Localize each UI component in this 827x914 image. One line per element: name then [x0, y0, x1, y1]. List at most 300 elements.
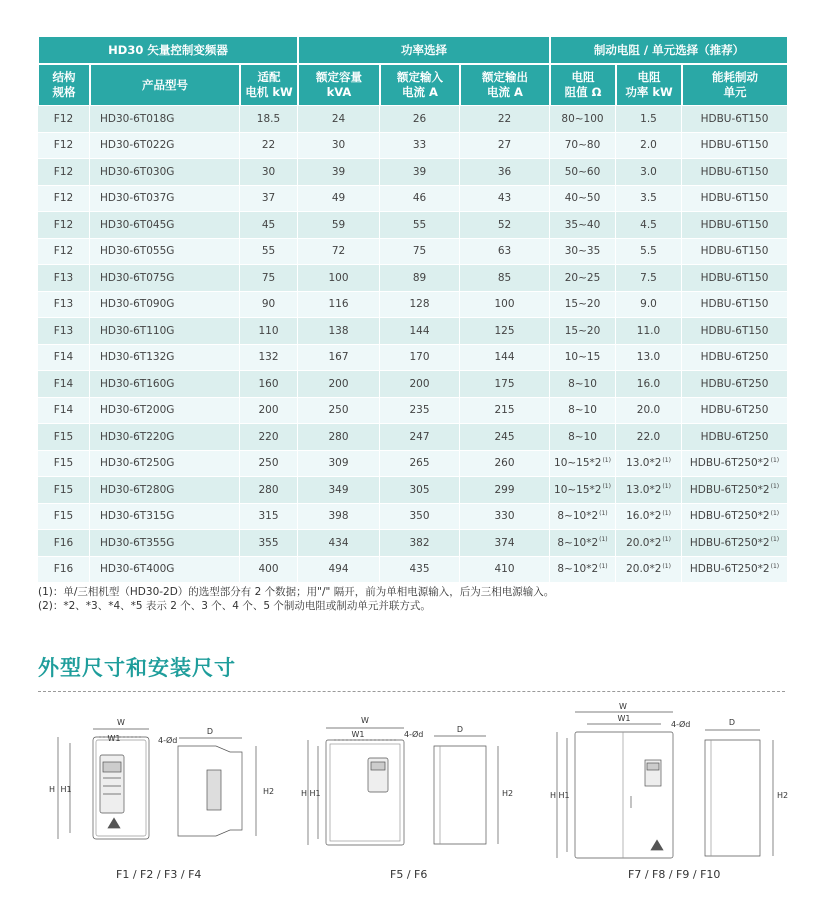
- cell-value: 20~25: [564, 271, 601, 284]
- cell-value: 374: [494, 536, 515, 549]
- table-cell: [38, 239, 90, 266]
- table-cell: [90, 239, 240, 266]
- table-cell: [380, 265, 460, 292]
- cell-value: 90: [261, 298, 276, 311]
- table-cell: [380, 133, 460, 160]
- table-cell: [460, 186, 550, 213]
- table-cell: [38, 424, 90, 451]
- cell-value: 24: [331, 112, 346, 125]
- column-header-line: 单元: [723, 85, 747, 99]
- table-cell: [380, 212, 460, 239]
- cell-value: 494: [328, 563, 349, 576]
- footnote-marker: (1): [662, 509, 671, 517]
- cell-value: 46: [412, 192, 427, 205]
- label-w: W: [619, 702, 627, 711]
- cell-value: 144: [409, 324, 430, 337]
- table-cell: [240, 345, 298, 372]
- label-d: D: [456, 725, 464, 734]
- table-cell: [298, 318, 380, 345]
- label-h1: H1: [558, 791, 570, 800]
- cell-value: 350: [409, 510, 430, 523]
- cell-value: F13: [53, 271, 74, 284]
- label-h: H: [549, 791, 557, 800]
- column-header-line: 电阻: [571, 70, 595, 84]
- label-h2: H2: [502, 789, 514, 798]
- cell-value: HD30-6T132G: [100, 351, 175, 364]
- cell-value: 70~80: [564, 139, 601, 152]
- cell-value: 85: [497, 271, 512, 284]
- table-cell: [240, 371, 298, 398]
- cell-value: 260: [494, 457, 515, 470]
- table-cell: [682, 477, 788, 504]
- table-cell: [298, 265, 380, 292]
- cell-value: 26: [412, 112, 427, 125]
- table-notes: [38, 585, 554, 613]
- cell-value: 265: [409, 457, 430, 470]
- cell-value: 40~50: [564, 192, 601, 205]
- table-row: [38, 477, 788, 504]
- cell-value: 22.0: [636, 430, 661, 443]
- cell-value: 100: [494, 298, 515, 311]
- table-cell: [38, 292, 90, 319]
- table-row: [38, 398, 788, 425]
- cell-value: F14: [53, 377, 74, 390]
- table-cell: [682, 398, 788, 425]
- cell-value: 398: [328, 510, 349, 523]
- column-header: [380, 64, 460, 106]
- table-cell: [298, 133, 380, 160]
- cell-value: HDBU-6T250*2: [689, 457, 770, 470]
- cell-value: 220: [258, 430, 279, 443]
- table-cell: [240, 186, 298, 213]
- table-row: [38, 212, 788, 239]
- cell-value: F15: [53, 457, 74, 470]
- cell-value: F15: [53, 483, 74, 496]
- table-cell: [38, 318, 90, 345]
- cell-value: F12: [53, 192, 74, 205]
- cell-value: 39: [412, 165, 427, 178]
- table-cell: [616, 239, 682, 266]
- cell-value: F15: [53, 430, 74, 443]
- table-cell: [616, 557, 682, 584]
- table-cell: [682, 212, 788, 239]
- table-cell: [550, 106, 616, 133]
- cell-value: 400: [258, 563, 279, 576]
- label-w1: W1: [617, 714, 631, 723]
- cell-value: HD30-6T200G: [100, 404, 175, 417]
- table-cell: [90, 371, 240, 398]
- cell-value: HD30-6T280G: [100, 483, 175, 496]
- cell-value: 15~20: [564, 324, 601, 337]
- cell-value: 8~10: [568, 430, 597, 443]
- table-cell: [460, 265, 550, 292]
- cell-value: 7.5: [640, 271, 657, 284]
- cell-value: 35~40: [564, 218, 601, 231]
- cell-value: 235: [409, 404, 430, 417]
- table-cell: [682, 265, 788, 292]
- footnote-marker: (1): [662, 536, 671, 544]
- table-cell: [380, 345, 460, 372]
- cell-value: HDBU-6T150: [700, 245, 769, 258]
- cell-value: 299: [494, 483, 515, 496]
- table-cell: [682, 186, 788, 213]
- spec-table: [38, 36, 788, 583]
- cell-value: 10~15: [564, 351, 601, 364]
- cell-value: 250: [258, 457, 279, 470]
- table-cell: [380, 292, 460, 319]
- table-cell: [298, 557, 380, 584]
- table-cell: [380, 186, 460, 213]
- table-cell: [550, 345, 616, 372]
- cell-value: 305: [409, 483, 430, 496]
- cell-value: 30~35: [564, 245, 601, 258]
- table-cell: [460, 371, 550, 398]
- group-header-braking: 制动电阻 / 单元选择（推荐）: [550, 36, 788, 64]
- table-cell: [616, 292, 682, 319]
- cell-value: 13.0*2: [626, 457, 662, 470]
- label-w: W: [361, 716, 369, 725]
- table-cell: [38, 371, 90, 398]
- cell-value: 75: [261, 271, 276, 284]
- label-hole: 4-Ød: [404, 730, 424, 739]
- table-cell: [240, 504, 298, 531]
- table-row: [38, 239, 788, 266]
- note-2: (2)：*2、*3、*4、*5 表示 2 个、3 个、4 个、5 个制动电阻或制动单元并联方式。: [38, 600, 431, 612]
- table-cell: [90, 318, 240, 345]
- table-cell: [90, 292, 240, 319]
- cell-value: 200: [409, 377, 430, 390]
- cell-value: 280: [258, 483, 279, 496]
- table-cell: [298, 239, 380, 266]
- footnote-marker: (1): [602, 456, 611, 464]
- column-header-line: 能耗制动: [712, 70, 758, 84]
- label-d: D: [206, 727, 214, 736]
- cell-value: 315: [258, 510, 279, 523]
- table-cell: [298, 212, 380, 239]
- table-row: [38, 265, 788, 292]
- footnote-marker: (1): [770, 562, 780, 570]
- group-header-power: 功率选择: [298, 36, 550, 64]
- table-cell: [682, 451, 788, 478]
- cell-value: HD30-6T018G: [100, 112, 175, 125]
- table-cell: [240, 424, 298, 451]
- footnote-marker: (1): [662, 456, 671, 464]
- table-cell: [38, 557, 90, 584]
- label-h: H: [48, 785, 56, 794]
- cell-value: 20.0*2: [626, 563, 662, 576]
- footnote-marker: (1): [662, 483, 671, 491]
- cell-value: 110: [258, 324, 279, 337]
- cell-value: 89: [412, 271, 427, 284]
- footnote-marker: (1): [599, 562, 608, 570]
- table-row: [38, 133, 788, 160]
- table-cell: [460, 477, 550, 504]
- table-cell: [550, 318, 616, 345]
- cell-value: HDBU-6T250: [700, 404, 769, 417]
- column-header-line: 适配: [257, 70, 281, 84]
- table-cell: [90, 424, 240, 451]
- footnote-marker: (1): [770, 456, 780, 464]
- cell-value: F13: [53, 324, 74, 337]
- cell-value: 9.0: [640, 298, 657, 311]
- cell-value: HDBU-6T150: [700, 112, 769, 125]
- cell-value: 59: [331, 218, 346, 231]
- cell-value: 27: [497, 139, 512, 152]
- column-header-line: 电流 A: [402, 85, 438, 99]
- label-h2: H2: [777, 791, 789, 800]
- cell-value: 382: [409, 536, 430, 549]
- table-cell: [240, 292, 298, 319]
- cell-value: 22: [497, 112, 512, 125]
- table-cell: [298, 477, 380, 504]
- table-row: [38, 557, 788, 584]
- table-cell: [38, 133, 90, 160]
- table-cell: [682, 318, 788, 345]
- cell-value: HDBU-6T150: [700, 139, 769, 152]
- table-cell: [550, 239, 616, 266]
- table-cell: [38, 265, 90, 292]
- cell-value: HDBU-6T250: [700, 351, 769, 364]
- table-cell: [616, 106, 682, 133]
- table-cell: [682, 159, 788, 186]
- cell-value: F12: [53, 139, 74, 152]
- table-cell: [38, 504, 90, 531]
- table-cell: [682, 345, 788, 372]
- table-cell: [616, 133, 682, 160]
- cell-value: F12: [53, 112, 74, 125]
- table-cell: [240, 239, 298, 266]
- table-cell: [682, 424, 788, 451]
- table-cell: [616, 424, 682, 451]
- table-cell: [616, 477, 682, 504]
- cell-value: HD30-6T355G: [100, 536, 175, 549]
- cell-value: 39: [331, 165, 346, 178]
- caption-f7-f10: F7 / F8 / F9 / F10: [628, 868, 721, 881]
- table-cell: [460, 212, 550, 239]
- cell-value: F15: [53, 510, 74, 523]
- cell-value: F13: [53, 298, 74, 311]
- group-header-product: HD30 矢量控制变频器: [38, 36, 298, 64]
- footnote-marker: (1): [599, 536, 608, 544]
- table-cell: [298, 106, 380, 133]
- table-cell: [380, 557, 460, 584]
- table-cell: [550, 186, 616, 213]
- cell-value: 125: [494, 324, 515, 337]
- cell-value: 52: [497, 218, 512, 231]
- table-cell: [298, 530, 380, 557]
- table-cell: [380, 159, 460, 186]
- table-cell: [38, 159, 90, 186]
- table-cell: [38, 398, 90, 425]
- cell-value: 434: [328, 536, 349, 549]
- table-cell: [380, 371, 460, 398]
- table-cell: [380, 318, 460, 345]
- table-row: [38, 186, 788, 213]
- table-cell: [460, 159, 550, 186]
- dimension-drawing-f1-f4: [38, 700, 278, 860]
- cell-value: HDBU-6T150: [700, 324, 769, 337]
- cell-value: 43: [497, 192, 512, 205]
- table-cell: [616, 265, 682, 292]
- cell-value: 72: [331, 245, 346, 258]
- table-cell: [380, 239, 460, 266]
- table-cell: [90, 265, 240, 292]
- cell-value: 20.0: [636, 404, 661, 417]
- table-cell: [616, 212, 682, 239]
- cell-value: HD30-6T045G: [100, 218, 175, 231]
- cell-value: 245: [494, 430, 515, 443]
- cell-value: 128: [409, 298, 430, 311]
- label-w1: W1: [351, 730, 365, 739]
- dimension-drawing-f5-f6: [298, 700, 528, 860]
- caption-f5-f6: F5 / F6: [390, 868, 428, 881]
- table-cell: [90, 159, 240, 186]
- cell-value: 13.0*2: [626, 483, 662, 496]
- table-cell: [460, 530, 550, 557]
- cell-value: HDBU-6T250*2: [689, 483, 770, 496]
- cell-value: 349: [328, 483, 349, 496]
- table-cell: [90, 345, 240, 372]
- table-cell: [298, 451, 380, 478]
- cell-value: 8~10*2: [557, 510, 599, 523]
- table-cell: [298, 424, 380, 451]
- table-cell: [550, 159, 616, 186]
- cell-value: 200: [258, 404, 279, 417]
- cell-value: HDBU-6T250*2: [689, 510, 770, 523]
- column-header: [240, 64, 298, 106]
- table-cell: [460, 106, 550, 133]
- table-cell: [550, 504, 616, 531]
- cell-value: 37: [261, 192, 276, 205]
- table-cell: [38, 530, 90, 557]
- table-cell: [460, 318, 550, 345]
- cell-value: HD30-6T315G: [100, 510, 175, 523]
- table-cell: [460, 557, 550, 584]
- cell-value: HD30-6T090G: [100, 298, 175, 311]
- table-cell: [380, 106, 460, 133]
- table-cell: [298, 186, 380, 213]
- cell-value: 55: [412, 218, 427, 231]
- cell-value: HD30-6T110G: [100, 324, 175, 337]
- cell-value: 22: [261, 139, 276, 152]
- column-header: [682, 64, 788, 106]
- table-cell: [460, 345, 550, 372]
- column-header: [550, 64, 616, 106]
- table-cell: [616, 318, 682, 345]
- cell-value: HDBU-6T150: [700, 218, 769, 231]
- cell-value: F14: [53, 351, 74, 364]
- label-hole: 4-Ød: [158, 736, 178, 745]
- label-w: W: [117, 718, 125, 727]
- cell-value: 8~10*2: [557, 563, 599, 576]
- cell-value: 247: [409, 430, 430, 443]
- cell-value: 3.5: [640, 192, 657, 205]
- table-cell: [38, 345, 90, 372]
- table-cell: [90, 133, 240, 160]
- cell-value: HDBU-6T250: [700, 430, 769, 443]
- cell-value: 100: [328, 271, 349, 284]
- table-row: [38, 292, 788, 319]
- table-cell: [616, 186, 682, 213]
- cell-value: HD30-6T250G: [100, 457, 175, 470]
- table-cell: [240, 106, 298, 133]
- cell-value: 170: [409, 351, 430, 364]
- cell-value: 250: [328, 404, 349, 417]
- table-cell: [460, 239, 550, 266]
- table-cell: [550, 424, 616, 451]
- table-cell: [240, 318, 298, 345]
- table-cell: [550, 557, 616, 584]
- table-cell: [240, 133, 298, 160]
- table-row: [38, 451, 788, 478]
- column-header-line: 电流 A: [487, 85, 523, 99]
- table-cell: [240, 477, 298, 504]
- column-header: [38, 64, 90, 106]
- cell-value: 160: [258, 377, 279, 390]
- cell-value: 16.0: [636, 377, 661, 390]
- table-cell: [38, 477, 90, 504]
- table-cell: [550, 530, 616, 557]
- cell-value: 435: [409, 563, 430, 576]
- cell-value: 1.5: [640, 112, 657, 125]
- table-cell: [682, 133, 788, 160]
- cell-value: HD30-6T037G: [100, 192, 175, 205]
- cell-value: 200: [328, 377, 349, 390]
- table-cell: [90, 212, 240, 239]
- cell-value: F12: [53, 165, 74, 178]
- footnote-marker: (1): [662, 562, 671, 570]
- column-header-line: 额定输入: [397, 70, 443, 84]
- column-header-line: 额定容量: [316, 70, 362, 84]
- cell-value: F16: [53, 536, 74, 549]
- table-cell: [616, 504, 682, 531]
- table-row: [38, 371, 788, 398]
- table-cell: [550, 477, 616, 504]
- table-row: [38, 504, 788, 531]
- table-cell: [90, 504, 240, 531]
- footnote-marker: (1): [599, 509, 608, 517]
- table-cell: [240, 557, 298, 584]
- column-header-line: 规格: [52, 85, 76, 99]
- table-cell: [682, 504, 788, 531]
- table-row: [38, 530, 788, 557]
- dimension-drawing-f7-f10: [545, 700, 790, 862]
- cell-value: HD30-6T055G: [100, 245, 175, 258]
- footnote-marker: (1): [602, 483, 611, 491]
- cell-value: HDBU-6T150: [700, 192, 769, 205]
- table-cell: [298, 292, 380, 319]
- column-header-line: 电机 kW: [245, 85, 293, 99]
- table-cell: [550, 212, 616, 239]
- table-cell: [616, 159, 682, 186]
- cell-value: 45: [261, 218, 276, 231]
- table-cell: [460, 398, 550, 425]
- column-header: [460, 64, 550, 106]
- cell-value: 30: [331, 139, 346, 152]
- cell-value: 8~10*2: [557, 536, 599, 549]
- column-header-line: 结构: [52, 70, 76, 84]
- table-cell: [240, 159, 298, 186]
- table-cell: [90, 451, 240, 478]
- cell-value: 18.5: [256, 112, 281, 125]
- column-header-line: 产品型号: [142, 77, 188, 92]
- footnote-marker: (1): [770, 509, 780, 517]
- table-cell: [616, 530, 682, 557]
- table-cell: [616, 451, 682, 478]
- cell-value: HD30-6T030G: [100, 165, 175, 178]
- cell-value: 5.5: [640, 245, 657, 258]
- cell-value: 15~20: [564, 298, 601, 311]
